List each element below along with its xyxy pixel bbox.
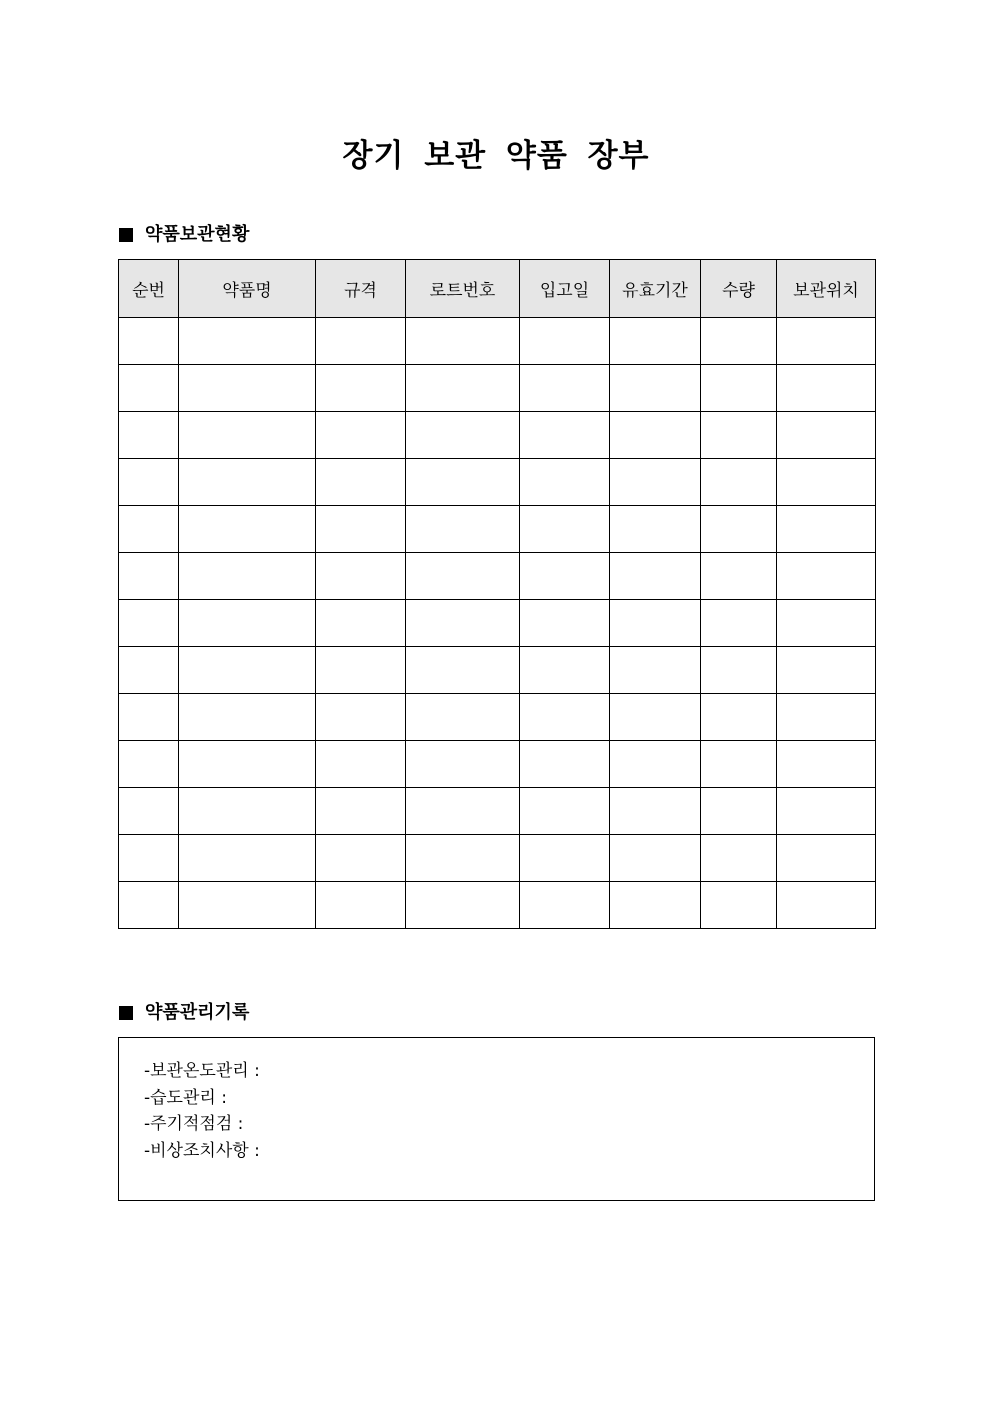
table-cell [179,882,316,929]
record-item-periodic-check: -주기적점검 : [144,1114,244,1134]
column-header: 로트번호 [406,260,520,318]
table-row [119,506,876,553]
record-item-temperature: -보관온도관리 : [144,1061,260,1081]
table-cell [777,506,876,553]
table-cell [406,459,520,506]
table-cell [179,647,316,694]
table-cell [777,741,876,788]
table-cell [610,647,701,694]
table-cell [179,412,316,459]
table-cell [316,835,406,882]
table-cell [777,318,876,365]
table-cell [520,882,610,929]
table-cell [520,506,610,553]
table-cell [777,788,876,835]
table-cell [701,506,777,553]
table-cell [316,506,406,553]
table-cell [610,365,701,412]
column-header: 순번 [119,260,179,318]
table-cell [179,553,316,600]
table-cell [520,318,610,365]
table-cell [406,788,520,835]
management-record-list [119,1038,874,1164]
table-cell [701,600,777,647]
table-body [119,318,876,929]
table-cell [316,365,406,412]
table-cell [316,553,406,600]
section-heading-label: 약품보관현황 [145,224,250,245]
table-cell [520,412,610,459]
table-cell [316,741,406,788]
table-cell [179,318,316,365]
table-cell [406,882,520,929]
table-cell [119,600,179,647]
table-cell [316,647,406,694]
document-title: 장기 보관 약품 장부 [342,138,650,174]
table-cell [406,647,520,694]
table-cell [119,647,179,694]
table-cell [316,459,406,506]
table-cell [406,553,520,600]
table-cell [701,459,777,506]
table-row [119,553,876,600]
column-header: 입고일 [520,260,610,318]
column-header: 수량 [701,260,777,318]
table-cell [777,553,876,600]
table-cell [119,412,179,459]
table-cell [119,318,179,365]
table-cell [119,459,179,506]
table-cell [179,365,316,412]
table-cell [179,600,316,647]
table-cell [610,741,701,788]
square-bullet-icon [119,1006,133,1020]
table-cell [316,318,406,365]
table-cell [520,835,610,882]
table-cell [701,788,777,835]
table-header-row [119,260,876,318]
table-cell [701,412,777,459]
table-cell [701,835,777,882]
table-cell [179,835,316,882]
table-cell [406,506,520,553]
table-cell [610,553,701,600]
table-cell [520,600,610,647]
column-header: 유효기간 [610,260,701,318]
table-cell [406,318,520,365]
table-cell [610,600,701,647]
record-item-humidity: -습도관리 : [144,1087,227,1108]
table-cell [701,647,777,694]
table-cell [406,600,520,647]
section-heading-storage-status [119,223,249,247]
table-cell [520,553,610,600]
table-cell [406,365,520,412]
table-cell [777,835,876,882]
table-cell [316,694,406,741]
table-cell [406,412,520,459]
management-record-box [118,1037,875,1201]
table-cell [316,412,406,459]
table-cell [701,318,777,365]
table-cell [610,835,701,882]
table-cell [520,741,610,788]
table-cell [119,835,179,882]
table-cell [179,459,316,506]
table-cell [777,600,876,647]
table-cell [316,788,406,835]
table-cell [777,412,876,459]
table-cell [520,459,610,506]
table-cell [701,553,777,600]
table-row [119,459,876,506]
table-cell [119,365,179,412]
table-cell [610,459,701,506]
table-cell [179,788,316,835]
table-cell [610,694,701,741]
table-cell [701,741,777,788]
table-cell [179,694,316,741]
table-cell [610,506,701,553]
table-cell [777,694,876,741]
table-cell [610,788,701,835]
table-row [119,741,876,788]
table-cell [610,882,701,929]
table-cell [119,741,179,788]
table-row [119,835,876,882]
table-cell [777,647,876,694]
table-row [119,882,876,929]
table-cell [610,412,701,459]
table-cell [179,741,316,788]
table-row [119,600,876,647]
table-cell [520,647,610,694]
storage-status-table [118,259,876,929]
table-row [119,647,876,694]
table-cell [701,694,777,741]
table-row [119,412,876,459]
table-cell [119,882,179,929]
table-cell [610,318,701,365]
column-header: 약품명 [179,260,316,318]
table-cell [520,788,610,835]
table-row [119,694,876,741]
table-cell [406,694,520,741]
column-header: 규격 [316,260,406,318]
table-cell [701,882,777,929]
table-cell [777,459,876,506]
table-cell [777,882,876,929]
table-cell [316,882,406,929]
table-cell [777,365,876,412]
table-cell [119,694,179,741]
record-item-emergency: -비상조치사항 : [144,1140,260,1161]
section-heading-label: 약품관리기록 [145,1002,250,1023]
table-row [119,365,876,412]
table-cell [701,365,777,412]
table-cell [119,788,179,835]
table-cell [520,694,610,741]
table-cell [406,835,520,882]
table-cell [406,741,520,788]
table-cell [119,506,179,553]
table-cell [179,506,316,553]
column-header: 보관위치 [777,260,876,318]
table-cell [316,600,406,647]
table-row [119,318,876,365]
table-row [119,788,876,835]
square-bullet-icon [119,228,133,242]
table-cell [119,553,179,600]
table-cell [520,365,610,412]
section-heading-management-record [119,1001,249,1025]
